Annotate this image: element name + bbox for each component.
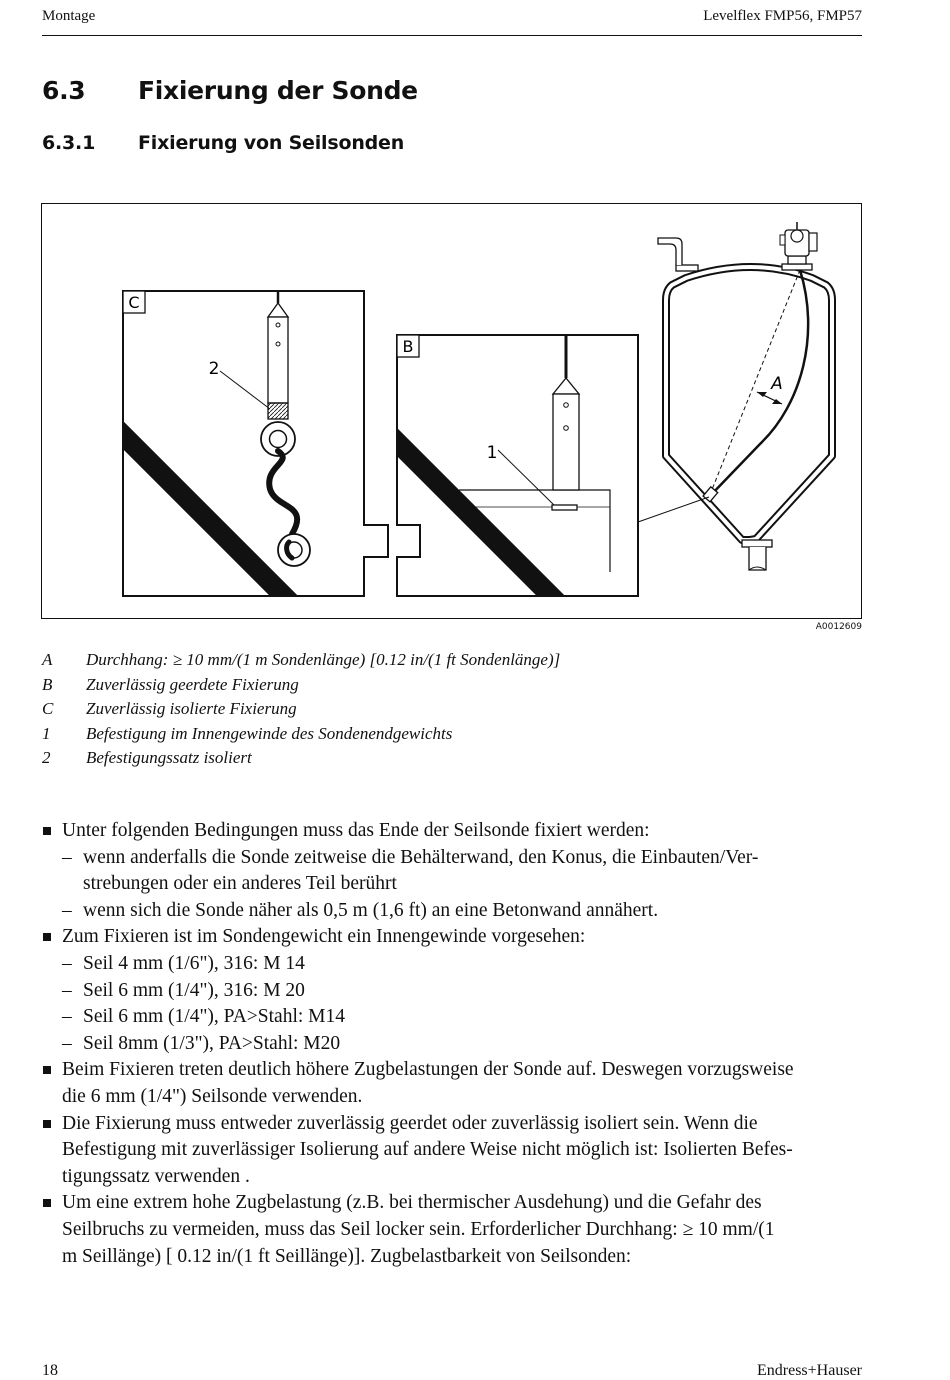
panel-c-insulated-rope [269,451,297,534]
bullet-item [42,1111,872,1191]
panel-c-concrete-wall [82,394,342,618]
bullet-text: Zum Fixieren ist im Sondengewicht ein Innengewinde vorgesehen: [62,926,586,948]
sub-text: wenn sich die Sonde näher als 0,5 m (1,6 ft) an eine Betonwand annähert. [83,899,659,921]
legend-key: C [42,699,54,718]
sub-item [42,1031,872,1058]
bullet-text: m Seillänge) [ 0.12 in/(1 ft Seillänge)]. Zugbelastbarkeit von Seilsonden: [62,1245,632,1267]
sub-text: strebungen oder ein anderes Teil berührt [83,873,397,895]
legend-text: Durchhang: ≥ 10 mm/(1 m Sondenlänge) [0.12 in/(1 ft Sondenlänge)] [86,650,561,669]
legend-row [42,722,560,747]
figure-legend [42,648,560,771]
legend-key: A [42,650,53,669]
legend-row [42,673,560,698]
panel-b-label: B [402,337,414,356]
bullet-text: Um eine extrem hohe Zugbelastung (z.B. bei thermischer Ausdehung) und die Gefahr des [62,1192,762,1214]
tank-outlet-flange [742,540,772,547]
tank-reference-line [709,270,800,497]
section-title: Fixierung der Sonde [138,76,418,105]
legend-text: Zuverlässig geerdete Fixierung [86,674,299,694]
sub-text: Seil 8mm (1/3"), PA>Stahl: M20 [83,1032,341,1054]
panel-c-probe-weight [268,317,288,403]
sub-item [42,898,872,925]
panel-c-outline [123,291,388,596]
bullet-square-icon [43,1066,51,1074]
bullet-text: Die Fixierung muss entweder zuverlässig geerdet oder zuverlässig isoliert sein. Wenn die [62,1112,758,1134]
footer-brand: Endress+Hauser [757,1362,862,1379]
legend-key: 2 [42,748,51,767]
panel-c-insulation-kit [268,403,288,419]
legend-key: B [42,674,53,694]
figure-id: A0012609 [815,622,862,632]
callout-1: 1 [486,443,498,463]
legend-text: Zuverlässig isolierte Fixierung [86,699,297,718]
bullet-square-icon [43,827,51,835]
tank-fixing-line [638,497,709,522]
legend-row [42,746,560,771]
subsection-title: Fixierung von Seilsonden [138,132,405,154]
panel-c-label: C [128,293,140,312]
tank-left-nozzle-flange [676,265,698,271]
bullet-square-icon [43,1199,51,1207]
bullet-square-icon [43,1120,51,1128]
transmitter-flange [782,264,812,270]
bullet-text: die 6 mm (1/4") Seilsonde verwenden. [62,1085,363,1107]
figure-drawing [42,204,861,618]
dash-icon: – [62,1006,72,1028]
panel-c-probe-cone [268,303,288,317]
sub-item [42,951,872,978]
bullet-text: Seilbruchs zu vermeiden, muss das Seil locker sein. Erforderlicher Durchhang: ≥ 10 mm/(1 [62,1218,775,1240]
sub-text: Seil 6 mm (1/4"), PA>Stahl: M14 [83,1006,346,1028]
bullet-text: Beim Fixieren treten deutlich höhere Zugbelastungen der Sonde auf. Deswegen vorzugsweise [62,1059,794,1081]
bullet-item [42,818,872,845]
probe-fixing-figure [41,203,862,619]
legend-key: 1 [42,723,51,743]
dash-icon: – [62,846,72,868]
dash-icon: – [62,952,72,974]
sub-text: Seil 6 mm (1/4"), 316: M 20 [83,979,305,1001]
sub-text: wenn anderfalls die Sonde zeitweise die Behälterwand, den Konus, die Einbauten/Ver- [83,846,759,868]
legend-text: Befestigung im Innengewinde des Sondenendgewichts [86,723,453,743]
dash-icon: – [62,899,72,921]
bullet-item [42,1057,872,1110]
tank-left-nozzle-pipe [658,238,682,265]
sub-item [42,845,872,898]
tank-rope-probe [709,270,808,497]
header-section: Montage [42,8,96,24]
dash-icon: – [62,1032,72,1054]
section-heading [42,76,418,105]
bullet-item [42,924,872,951]
panel-b-concrete-wall [372,417,572,617]
bullet-item [42,1190,872,1270]
page-number: 18 [42,1362,58,1379]
subsection-number: 6.3.1 [42,132,96,154]
legend-row [42,697,560,722]
bullet-text: tigungssatz verwenden . [62,1165,250,1187]
dash-icon: – [62,979,72,1001]
sub-item [42,1004,872,1031]
bullet-text: Unter folgenden Bedingungen muss das Ende der Seilsonde fixiert werden: [62,820,650,841]
legend-text: Befestigungssatz isoliert [86,748,252,767]
panel-b-threaded-bolt [552,505,577,510]
section-number: 6.3 [42,76,86,105]
bullet-list [42,818,872,1270]
tank-sag-label: A [771,374,783,394]
legend-row [42,648,560,673]
bullet-text: Befestigung mit zuverlässiger Isolierung auf andere Weise nicht möglich ist: Isolierten Befes- [62,1139,793,1161]
sub-item [42,978,872,1005]
subsection-heading [42,132,404,154]
sub-text: Seil 4 mm (1/6"), 316: M 14 [83,952,305,974]
panel-b-probe-cone [553,378,579,394]
callout-2: 2 [208,359,220,379]
header-product: Levelflex FMP56, FMP57 [703,8,862,24]
header-rule [42,35,862,36]
panel-b-probe-weight [553,394,579,490]
bullet-square-icon [43,933,51,941]
